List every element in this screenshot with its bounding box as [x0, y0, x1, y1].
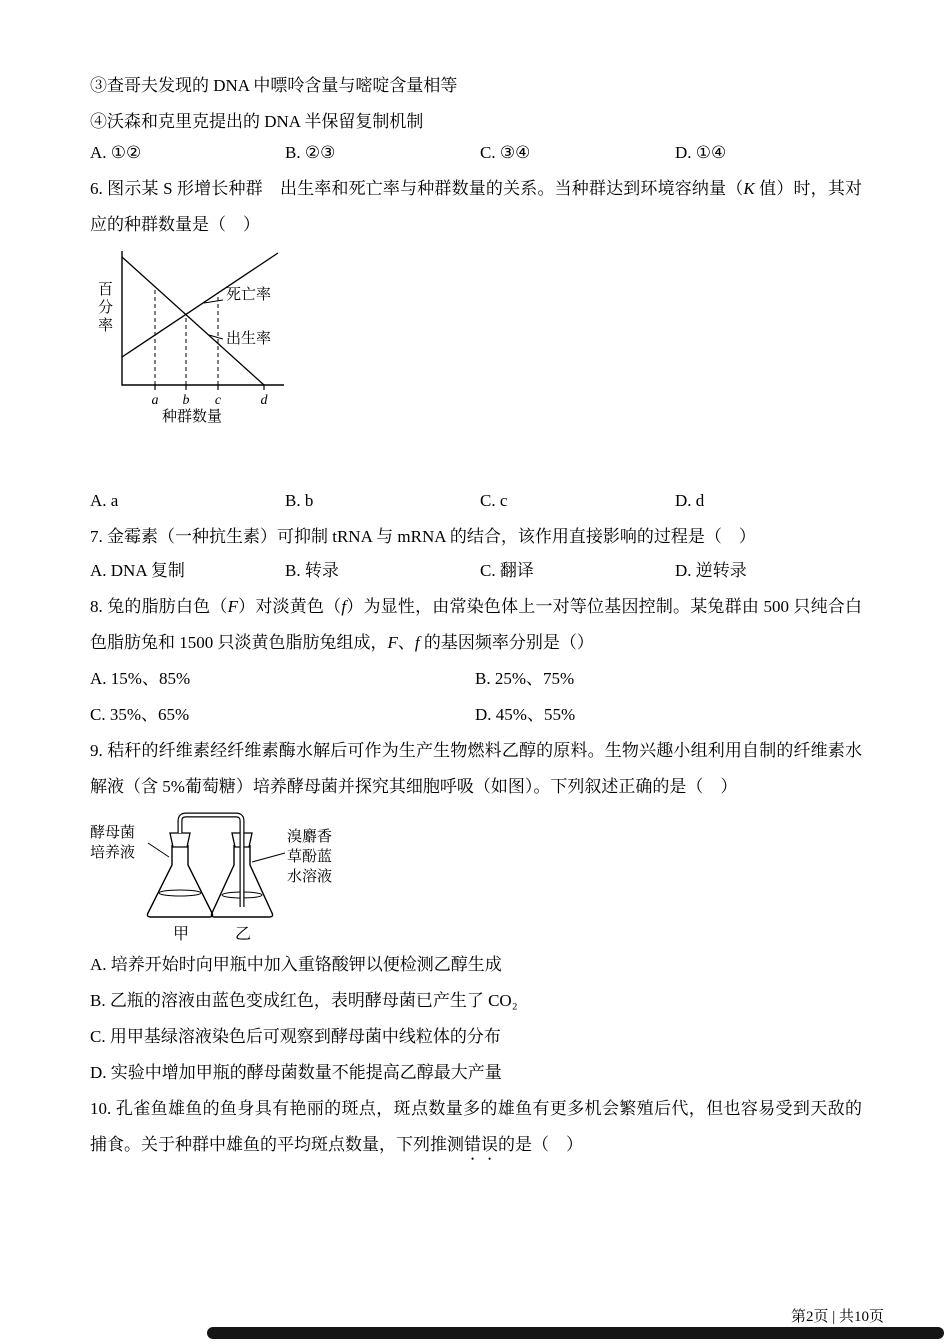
question-8-italic-f: f: [341, 597, 347, 616]
x-tick-b: b: [182, 393, 190, 408]
birth-rate-label: 出生率: [226, 331, 272, 347]
question-6-seg1: 值）时，其对应的种群数量是（ ）: [90, 179, 863, 234]
btb-label-leader-line: [252, 853, 285, 862]
btb-label-line3: 水溶液: [287, 869, 333, 885]
question-8-text: [90, 589, 862, 661]
flask-b-caption: 乙: [235, 926, 252, 943]
question-9-option-c: C. 用甲基绿溶液染色后可观察到酵母菌中线粒体的分布: [90, 1027, 501, 1046]
question-8-seg4: ）为显性，由常染色体上一对等位基因控制。某兔群由 500 只纯合白色脂肪兔和 1500 只淡黄色脂肪兔组成，: [90, 597, 863, 652]
death-rate-label: 死亡率: [226, 287, 272, 303]
x-tick-d: d: [260, 393, 268, 408]
y-axis-label: 百分率: [96, 281, 112, 335]
question-10-text: [90, 1091, 862, 1164]
option-d: D. 逆转录: [675, 561, 747, 580]
question-7-options: [90, 553, 862, 589]
option-a: A. 15%、85%: [90, 669, 191, 688]
question-8-seg2: ）对淡黄色（: [237, 597, 342, 616]
bromothymol-blue-label: [287, 827, 332, 887]
option-a: A. a: [90, 491, 119, 510]
question-6-seg0: 6. 图示某 S 形增长种群 出生率和死亡率与种群数量的关系。当种群达到环境容纳量（: [90, 179, 744, 198]
x-tick-a: a: [151, 393, 159, 408]
x-axis-label: 种群数量: [161, 409, 223, 425]
page-number: 第2页 | 共10页: [790, 1309, 884, 1325]
btb-label-line1: 溴麝香: [287, 829, 333, 845]
graph-axes: [122, 251, 284, 385]
question-10-seg0: 10. 孔雀鱼雄鱼的鱼身具有艳丽的斑点，斑点数量多的雄鱼有更多机会繁殖后代，但也容易受到天敌的捕食。关于种群中雄鱼的平均斑点数量，下列推测: [90, 1099, 862, 1154]
question-9-option-d: D. 实验中增加甲瓶的酵母菌数量不能提高乙醇最大产量: [90, 1063, 502, 1082]
question-6-italic-k: K: [743, 179, 755, 198]
connecting-tube-outer: [180, 815, 242, 907]
option-d: D. ①④: [675, 143, 727, 162]
question-8-options: [90, 661, 862, 733]
option-d: D. d: [675, 491, 705, 510]
question-6-options: [90, 483, 862, 519]
option-c: C. c: [480, 491, 508, 510]
yeast-label-leader-line: [148, 843, 169, 857]
question-8-italic-F: F: [227, 597, 238, 616]
option-a: A. DNA 复制: [90, 561, 185, 580]
question-6-graph: [92, 245, 342, 427]
option-d: D. 45%、55%: [475, 705, 576, 724]
question-9-option-a: A. 培养开始时向甲瓶中加入重铬酸钾以便检测乙醇生成: [90, 955, 502, 974]
question-6-text: [90, 171, 862, 243]
x-axis-ticks: [155, 385, 264, 390]
statement-item-3: ③查哥夫发现的 DNA 中嘌呤含量与嘧啶含量相等: [90, 76, 458, 95]
option-c: C. ③④: [480, 143, 531, 162]
question-8-italic-F2: F: [387, 633, 398, 652]
question-9-text: 9. 秸秆的纤维素经纤维素酶水解后可作为生产生物燃料乙醇的原料。生物兴趣小组利用自制的纤维素水解液（含 5%葡萄糖）培养酵母菌并探究其细胞呼吸（如图）。下列叙述正确的是（ ）: [90, 741, 862, 796]
option-a: A. ①②: [90, 143, 142, 162]
question-8-seg0: 8. 兔的脂肪白色（: [90, 597, 228, 616]
flask-a-outline: [147, 845, 212, 917]
question-10-seg1: 的是（ ）: [498, 1135, 583, 1154]
flask-a-caption: 甲: [173, 926, 190, 943]
question-9-option-b: B. 乙瓶的溶液由蓝色变成红色，表明酵母菌已产生了 CO₂: [90, 991, 518, 1010]
option-b: B. 25%、75%: [475, 669, 575, 688]
question-9-diagram: [90, 807, 390, 947]
question-8-italic-f2: f: [414, 633, 420, 652]
option-b: B. b: [285, 491, 314, 510]
horizontal-scrollbar-thumb[interactable]: [207, 1327, 944, 1339]
btb-label-line2: 草酚蓝: [287, 849, 333, 865]
option-c: C. 翻译: [480, 561, 534, 580]
question-8-seg8: 的基因频率分别是（）: [419, 633, 594, 652]
flask-a-stopper: [170, 833, 190, 847]
yeast-label-line1: 酵母菌: [90, 825, 136, 841]
statement-options-row: [90, 135, 862, 171]
connecting-tube-inner: [180, 815, 242, 907]
option-b: B. ②③: [285, 143, 336, 162]
population-graph-svg: [92, 245, 342, 427]
yeast-label-line2: 培养液: [90, 845, 136, 861]
yeast-culture-label: [90, 823, 135, 863]
option-b: B. 转录: [285, 561, 339, 580]
x-tick-c: c: [214, 393, 222, 408]
flask-a-liquid-surface: [159, 890, 201, 896]
statement-item-4: ④沃森和克里克提出的 DNA 半保留复制机制: [90, 112, 424, 131]
question-10-emphasized-word: 错误: [464, 1135, 498, 1154]
question-8-seg6: 、: [397, 633, 415, 652]
option-c: C. 35%、65%: [90, 705, 190, 724]
question-7-text: 7. 金霉素（一种抗生素）可抑制 tRNA 与 mRNA 的结合，该作用直接影响的过程是（ ）: [90, 527, 756, 546]
